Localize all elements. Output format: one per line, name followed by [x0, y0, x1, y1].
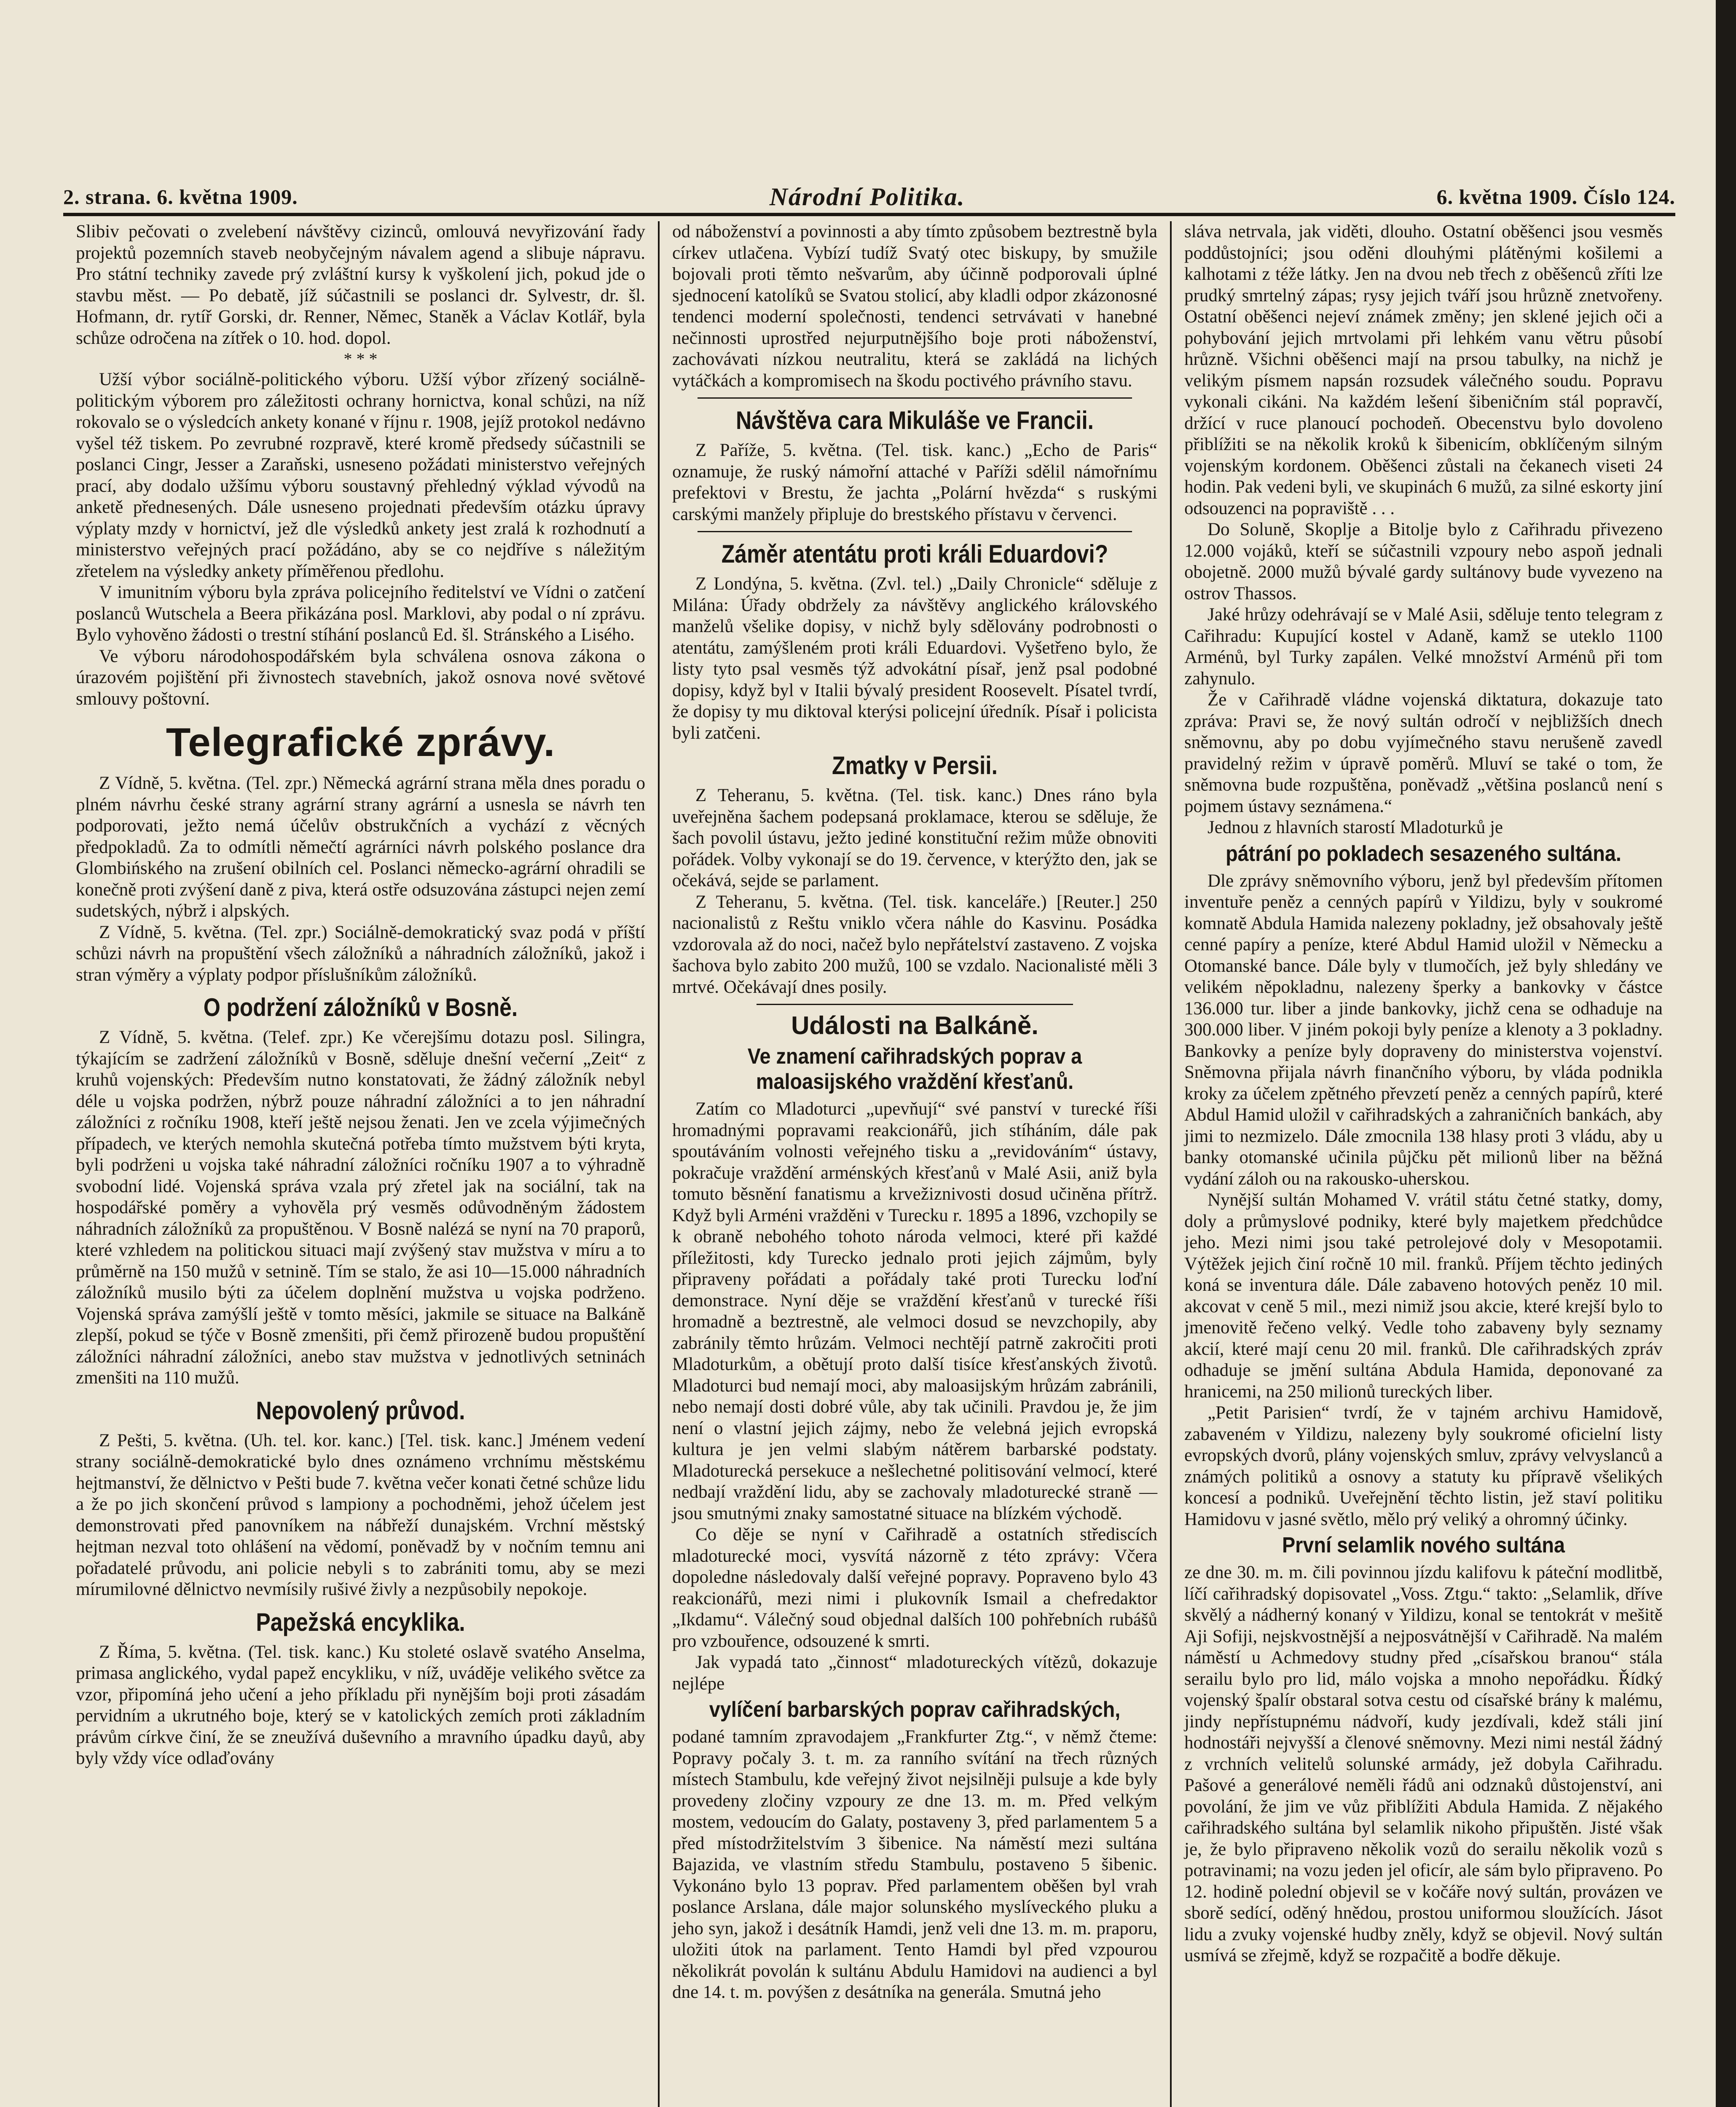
paragraph: V imunitním výboru byla zpráva policejního ředitelství ve Vídni o zatčení poslanců Wutschela a Beera přikázána posl. Marklovi, aby podal o ní zprávu. Bylo vyhověno žádosti o trestní stíhání poslanců Ed. šl. Stránského a Lisého.: [76, 582, 645, 645]
article-heading: Zmatky v Persii.: [832, 751, 998, 780]
paragraph: „Petit Parisien“ tvrdí, že v tajném archivu Hamidově, zabaveném v Yildizu, nalezeny byly soukromé oficielní listy evropských dvorů, plány vojenských smluv, zprávy velvyslanců a známých politiků a osnovy a statuty ku přípravě všelikých koncesí a podniků. Uveřejnění těchto listin, jež staví politiku Hamidovu v jasné světlo, mělo prý veliký a ohromný účinky.: [1184, 1403, 1663, 1529]
paragraph: Jaké hrůzy odehrávají se v Malé Asii, sděluje tento telegram z Cařihradu: Kupující kostel v Adaně, kamž se uteklo 1100 Arménů, byl Turky zapálen. Velké množství Arménů při tom zahynulo.: [1184, 605, 1663, 689]
paragraph: ze dne 30. m. m. čili povinnou jízdu kalifovu k páteční modlitbě, líčí cařihradský dopisovatel „Voss. Ztgu.“ takto: „Selamlik, dříve skvělý a nádherný konaný v Yildizu, konal se tentokrát v mešitě Aji Sofiji, nejskvostnější a nejposvátnější v Cařihradě. Na malém náměstí u Achmedovy studny před „císařskou branou“ stála serailu bylo pro lid, málo vojska a mnoho nepořádku. Řídký vojenský špalír obstaral sotva cestu od císařské brány k malému, jindy nepřístupnému nádvoří, kudy jezdívali, kdež stáli jiní hodnostáři nejvyšší a členové sněmovny. Mezi nimi nestál žádný z vrchních velitelů solunské armády, jež dobyla Cařihradu. Pašové a generálové neměli řádů ani odznaků důstojenství, ani povolání, že jim ve vůz přiblížiti Abdula Hamida. Z nějakého cařihradského sultána byl selamlik nikoho připuštěn. Jisté však je, že bylo připraveno několik vozů do serailu několik vozů s potravinami; na vozu jeden jel oficír, ale sám bylo připraveno. Po 12. hodině polední objevil se v kočáře nový sultán, provázen ve sborě sedící, oděný hnědou, prostou uniformou sloužících. Jásot lidu a zvuky vojenské hudby zněly, když se objevil. Nový sultán usmívá se zřejmě, když se rozpačitě a bodře děkuje.: [1184, 1563, 1663, 1965]
paragraph: Užší výbor sociálně-politického výboru. Užší výbor zřízený sociálně-politickým výborem pro záležitosti ochrany hornictva, konal schůzi, na níž rokovalo se o výsledcích ankety konané v říjnu r. 1908, jejíž protokol nedávno vyšel též tiskem. Po zevrubné rozpravě, které kromě předsedy súčastnili se poslanci Cingr, Jesser a Zaraňski, usneseno požádati ministerstvo veřejných prací, aby dodalo užšímu výboru soustavný přehledný výklad vývodů na anketě přednesených. Dále usneseno projednati především otázku úpravy výplaty mzdy v hornictví, jež dle výsledků ankety jest zralá k rozhodnutí a ministerstvo veřejných prací požádáno, aby se co nejdříve s náležitým zřetelem na výsledky ankety příměřenou předlohu.: [76, 370, 645, 581]
columns: [63, 221, 1675, 2107]
paragraph: podané tamním zpravodajem „Frankfurter Ztg.“, v němž čteme: Popravy počaly 3. t. m. za ranního svítání na třech různých místech Stambulu, kde veřejný život nejsilněji pulsuje a kde byly provedeny zločiny vzpoury ze dne 13. m. m. Před velkým mostem, vedoucím do Galaty, postaveny 3, před parlamentem 5 a před místodržitelstvím 3 šibenice. Na náměstí mezi sultána Bajazida, ve vlastním středu Stambulu, postaveno 5 šibenic. Vykonáno bylo 13 poprav. Před parlamentem oběšen byl vrah poslance Arslana, dále major solunského myslíveckého pluku a jeho syn, jakož i desátník Hamdi, jenž veli dne 13. m. m. praporu, uložiti útok na parlament. Tento Hamdi byl před vzpourou několikrát povolán k sultánu Abdulu Hamidovi na audienci a byl dne 14. t. m. povýšen z desátníka na generála. Smutná jeho: [672, 1727, 1157, 2002]
header-left: 2. strana. 6. května 1909.: [63, 185, 298, 209]
paragraph: Z Teheranu, 5. května. (Tel. tisk. kanceláře.) [Reuter.] 250 nacionalistů z Reštu vniklo včera náhle do Kasvinu. Posádka vzdorovala až do noci, načež bylo nepřátelství zastaveno. Z vojska šachova bylo zabito 200 mužů, 100 se vzdalo. Nacionalisté měli 3 mrtvé. Očekávají dnes posily.: [672, 892, 1157, 997]
article-heading: Návštěva cara Mikuláše ve Francii.: [735, 406, 1094, 434]
paragraph: Z Pešti, 5. května. (Uh. tel. kor. kanc.) [Tel. tisk. kanc.] Jménem vedení strany sociálně-demokratické bylo dnes oznámeno vrchnímu městskému hejtmanství, že dělnictvo v Pešti bude 7. května večer konati četné schůze lidu a že po jich skončení průvod s lampiony a pochodněmi, jehož účelem jest demonstrovati před panovníkem na nábřeží dunajském. Vrchní městský hejtman nezval toto ohlášení na vědomí, poněvadž by v nočním temnu ani pořadatelé průvodu, ani policie nebyli s to zabrániti tomu, aby se mezi mírumilovné dělnictvo nevmísily rušivé živly a nezpůsobily nepokoje.: [76, 1430, 645, 1599]
column-2: [660, 221, 1172, 2107]
paragraph: Nynější sultán Mohamed V. vrátil státu četné statky, domy, doly a průmyslové podniky, které byly majetkem předchůdce jeho. Mezi nimi jsou také petrolejové doly v Mesopotamii. Výtěžek jejich činí ročně 10 mil. franků. Příjem těchto jediných koná se inventura dále. Dále zabaveno hotových peněz 10 mil. akcovat v ceně 5 mil., mezi nimiž jsou akcie, které krejší bylo to jmenovitě řečeno velký. Vedle toho zabaveny byly seznamy akcií, které mají cenu 20 mil. franků. Dle cařihradských zpráv odhaduje se jmění sultána Abdula Hamida, deponované za hranicemi, na 250 milionů tureckých liber.: [1184, 1190, 1663, 1402]
column-1: [63, 221, 660, 2107]
article-heading: Záměr atentátu proti králi Eduardovi?: [721, 540, 1108, 568]
article-heading: O podržení záložníků v Bosně.: [203, 993, 518, 1021]
separator-stars: * * *: [343, 349, 378, 368]
divider: [757, 1004, 1073, 1005]
article-heading: Papežská encyklika.: [256, 1608, 465, 1636]
column-3: [1172, 221, 1675, 2107]
paragraph: Do Soluně, Skoplje a Bitolje bylo z Cařihradu přivezeno 12.000 vojáků, kteří se súčastnili vzpoury nebo aspoň jednali obojetně. 2000 mužů bývalé gardy sultánovy bude vyvezeno na ostrov Thassos.: [1184, 520, 1663, 603]
paragraph: Zatím co Mladoturci „upevňují“ své panství v turecké říši hromadnými popravami reakcionářů, jich stíháním, dále pak spoutáváním volnosti veřejného tisku a „revidováním“ ústavy, pokračuje vraždění arménských křesťanů v Malé Asii, aniž byla tomuto běsnění fanatismu a krvežiznivosti dosud učiněna přítrž. Když byli Arméni vražděni v Turecku r. 1895 a 1896, vzchopily se k obraně nebohého tohoto národa velmoci, které při každé příležitosti, kdy Turecko jednalo proti jejich zájmům, byly připraveny pořádati a pořádaly také proti Turecku loďní demonstrace. Nyní děje se vraždění křesťanů v turecké říši hromadně a beztrestně, ale velmoci dosud se nevzchopily, aby zabránily těmto hrůzám. Velmoci nechtějí patrně zakročiti proti Mladoturkům, a obětují proto další tisíce křesťanských životů. Mladoturci bud nemají moci, aby maloasijským hrůzám zabránili, nebo nemají dosti dobré vůle, aby tak učinili. Pravdou je, že jim není o vlastní jejich zájmy, nebo že velebná jejich evropská kultura je jen velmi slabým nátěrem barbarské podstaty. Mladoturecká persekuce a nešlechetné politisování velmocí, které nedbají vraždění lidu, aby se zachovaly mladoturecké straně — jsou smutnými znaky samostatné situace na blízkém východě.: [672, 1099, 1157, 1523]
section-heading-telegrafic: Telegrafické zprávy.: [166, 720, 555, 765]
masthead-title: Národní Politika.: [769, 182, 965, 211]
paragraph: Slibiv pečovati o zvelebení návštěvy cizinců, omlouvá nevyřizování řady projektů pozemních staveb neobyčejným návalem agend a slibuje nápravu. Pro státní techniky zavede prý zvláštní kursy k vyškolení jich, pokud jde o stavbu měst. — Po debatě, jíž súčastnili se poslanci dr. Sylvestr, dr. šl. Hofmann, dr. rytíř Gorski, dr. Renner, Němec, Staněk a Václav Kotlář, byla schůze odročena na zítřek o 10. hod. dopol.: [76, 222, 645, 348]
article-subheading: Ve znamení cařihradských poprav a maloasijského vraždění křesťanů.: [747, 1044, 1082, 1094]
paragraph: Že v Cařihradě vládne vojenská diktatura, dokazuje tato zpráva: Pravi se, že nový sultán odročí v nejbližších dnech sněmovnu, aby po dobu vyjímečného stavu nerušeně zavedl pravidelný režim v úpravě poměrů. Mluví se také o tom, že sněmovna bude rozpuštěna, poněvadž „většina poslanců není s pojmem ústavy seznámena.“: [1184, 690, 1663, 816]
scan-edge: [1716, 0, 1736, 2107]
inline-heading: pátrání po pokladech sesazeného sultána.: [1226, 841, 1621, 866]
divider: [698, 397, 1132, 399]
article-heading: Události na Balkáně.: [791, 1011, 1038, 1040]
paragraph: Z Vídně, 5. května. (Tel. zpr.) Sociálně-demokratický svaz podá v příští schůzi návrh na propuštění všech záložníků a náhradních záložníků, jakož i stran výměry a výplaty podpor příslušníkům záložníků.: [76, 922, 645, 985]
inline-heading: vylíčení barbarských poprav cařihradských,: [709, 1697, 1121, 1722]
paragraph: Z Teheranu, 5. května. (Tel. tisk. kanc.) Dnes ráno byla uveřejněna šachem podepsaná proklamace, kterou se sděluje, že šach povolil ústavu, ježto jediné konstituční režim může obnoviti pořádek. Volby vykonají se do 19. července, v kterýžto den, jak se očekává, sejde se parlament.: [672, 785, 1157, 890]
paragraph: Z Londýna, 5. května. (Zvl. tel.) „Daily Chronicle“ sděluje z Milána: Úřady obdržely za návštěvy anglického královského manželů všelike dopisy, v nichž byly sdělovány podrobnosti o atentátu, zamýšleném proti králi Eduardovi. Vyšetřeno bylo, že listy tyto psal vesměs týž advokátní písař, jenž psal podobné dopisy, když byl v Italii bývalý president Roosevelt. Písatel tvrdí, že dopisy ty mu diktoval kterýsi policejní úředník. Písař i policista byli zatčeni.: [672, 574, 1157, 743]
article-heading: Nepovolený průvod.: [256, 1396, 465, 1425]
paragraph: sláva netrvala, jak viděti, dlouho. Ostatní oběšenci jsou vesměs poddůstojníci; jsou oděni dlouhými plátěnými košilemi a kalhotami z téže látky. Jen na dvou neb třech z oběšenců zříti lze prudký smrtelný zápas; rysy jejich tváří jsou hrůzně znetvořeny. Ostatní oběšenci nejeví známek změny; jen sklené jejich oči a pohybování jejich mrtvolami při lehkém vanu větru působí hrůzně. Všichni oběšenci mají na prsou tabulky, na nichž je velikým písmem napsán rozsudek válečného soudu. Popravu vykonali cikáni. Na každém lešení šibeničním stál popravčí, držící v ruce planoucí pochodeň. Obecenstvu bylo dovoleno přiblížiti se na několik kroků k šibenicím, obklíčeným silným vojenským kordonem. Oběšenci zůstali na čekanech viseti 24 hodin. Pak vedeni byli, ve skupinách 6 mužů, za silné eskorty jiní odsouzenci na popraviště . . .: [1184, 222, 1663, 518]
page-header: [63, 182, 1675, 212]
paragraph: Ve výboru národohospodářském byla schválena osnova zákona o úrazovém pojištění při živnostech stavebních, jakož osnova nové světové smlouvy poštovní.: [76, 646, 645, 709]
paragraph: Co děje se nyní v Cařihradě a ostatních střediscích mladoturecké moci, vysvítá názorně z této zprávy: Včera dopoledne následovaly další veřejné popravy. Popraveno bylo 43 reakcionářů, mezi nimi i plukovník Ismail a chefredaktor „Ikdamu“. Válečný soud objednal dalších 100 pohřebních rubášů pro vzbouřence, odsouzené k smrti.: [672, 1525, 1157, 1651]
divider: [698, 531, 1132, 532]
paragraph: Jak vypadá tato „činnost“ mladotureckých vítězů, dokazuje nejlépe: [672, 1652, 1157, 1694]
paragraph: Jednou z hlavních starostí Mladoturků je: [1207, 818, 1503, 837]
paragraph: Dle zprávy sněmovního výboru, jenž byl především přítomen inventuře peněz a cenných papírů v Yildizu, byly v soukromé komnatě Abdula Hamida nalezeny pokladny, jež obsahovaly ještě cenné papíry a peníze, které Abdul Hamid uložil v Německu a Otomanské bance. Dále byly v tlumočích, jež byly shledány ve velikém něpokladnu, nalezeny šperky a bankovky v částce 136.000 tur. liber a jinde bankovky, jichž cena se odhaduje na 300.000 liber. V jiném pokoji byly peníze a klenoty a 3 pokladny. Bankovky a peníze byly dopraveny do ministerstva vojenství. Sněmovna přijala návrh finančního výboru, by vláda podnikla kroky za účelem zpětného převzetí peněz a cenných papírů, které Abdul Hamid uložil v cařihradských a zahraničních bankách, aby jimi to nezmizelo. Dále zmocnila 138 hlasy proti 3 vládu, aby u banky otomanské učinila půjčku pět milionů liber na běžná vydání záloh ou na rakousko-uherskou.: [1184, 871, 1663, 1189]
paragraph: Z Říma, 5. května. (Tel. tisk. kanc.) Ku stoleté oslavě svatého Anselma, primasa anglického, vydal papež encykliku, v níž, uváděje velikého světce za vzor, připomíná jeho učení a jeho příkladu při nynějším boji proti zásadám pervidním a ukrutného boje, který se v katolických zemích proti základním právům církve činí, že se zneužívá duševního a mravního úpadku dayů, aby byly vždy více odlaďovány: [76, 1642, 645, 1768]
article-heading: První selamlik nového sultána: [1282, 1533, 1565, 1557]
paragraph: Z Paříže, 5. května. (Tel. tisk. kanc.) „Echo de Paris“ oznamuje, že ruský námořní attaché v Paříži sdělil námořnímu prefektovi v Brestu, že jachta „Polární hvězda“ s ruskými carskými manžely připluje do brestského přístavu v červenci.: [672, 440, 1157, 524]
paragraph: od náboženství a povinnosti a aby tímto způsobem beztrestně byla církev utlačena. Vybízí tudíž Svatý otec biskupy, by smužile bojovali proti těmto nešvarům, aby účinně podporovali úplné sjednocení katolíků se Svatou stolicí, aby kladli odpor zkázonosné tendenci moderní společnosti, tendenci setrvávati v hanebné nečinnosti uprostřed nejurputnějšího boje proti náboženství, zachovávati nízkou neutralitu, která se zakládá na lichých vytáčkách a kompromisech na škodu poctivého právního stavu.: [672, 222, 1157, 391]
header-right: 6. května 1909. Číslo 124.: [1436, 185, 1675, 209]
paragraph: Z Vídně, 5. května. (Telef. zpr.) Ke včerejšímu dotazu posl. Silingra, týkajícím se zadržení záložníků v Bosně, sděluje dnešní večerní „Zeit“ z kruhů vojenských: Především nutno konstatovati, že žádný záložník nebyl déle u vojska podržen, nýbrž pouze náhradní záložníci a to jen náhradní záložníci z ročníku 1908, kteří ještě nejsou ženati. Jen ve zcela výjimečných případech, ve kterých nemohla skutečná potřeba tímto mužstvem býti kryta, byli podrženi u vojska také náhradní záložníci ročníku 1907 a to výhradně svobodní lidé. Vojenská správa vzala prý zřetel jak na sociální, tak na hospodářské poměry a vyhověla prý vesměs odůvodněným žádostem náhradních záložníků za propuštěnou. V Bosně nalézá se nyní na 70 praporů, které vzhledem na politickou situaci mají zvýšený stav mužstva v míru a to průměrně na 150 mužů v setnině. Tím se stalo, že asi 10—15.000 náhradních záložníků musilo býti za účelem doplnění mužstva u vojska podrženo. Vojenská správa zamýšlí ještě v tomto měsíci, jakmile se situace na Balkáně zlepší, pokud se týče v Bosně zmenšiti, při čemž přirozeně budou propuštění záložníci náhradní záložníci, anebo stav mužstva v jednotlivých setninách zmenšiti na 110 mužů.: [76, 1027, 645, 1388]
header-rule: [63, 213, 1675, 216]
paragraph: Z Vídně, 5. května. (Tel. zpr.) Německá agrární strana měla dnes poradu o plném návrhu české strany agrární strany agrární a usnesla se návrh ten podporovati, ježto nemá účelův obstrukčních a vychází z věcných předpokladů. Za to odmítli němečtí agrárníci návrh polského poslance dra Glombińského na zrušení obilních cel. Poslanci německo-agrární ohradili se konečně proti zvýšení daně z piva, která ostře odsuzována zástupci nejen zemí sudetských, nýbrž i alpských.: [76, 773, 645, 921]
